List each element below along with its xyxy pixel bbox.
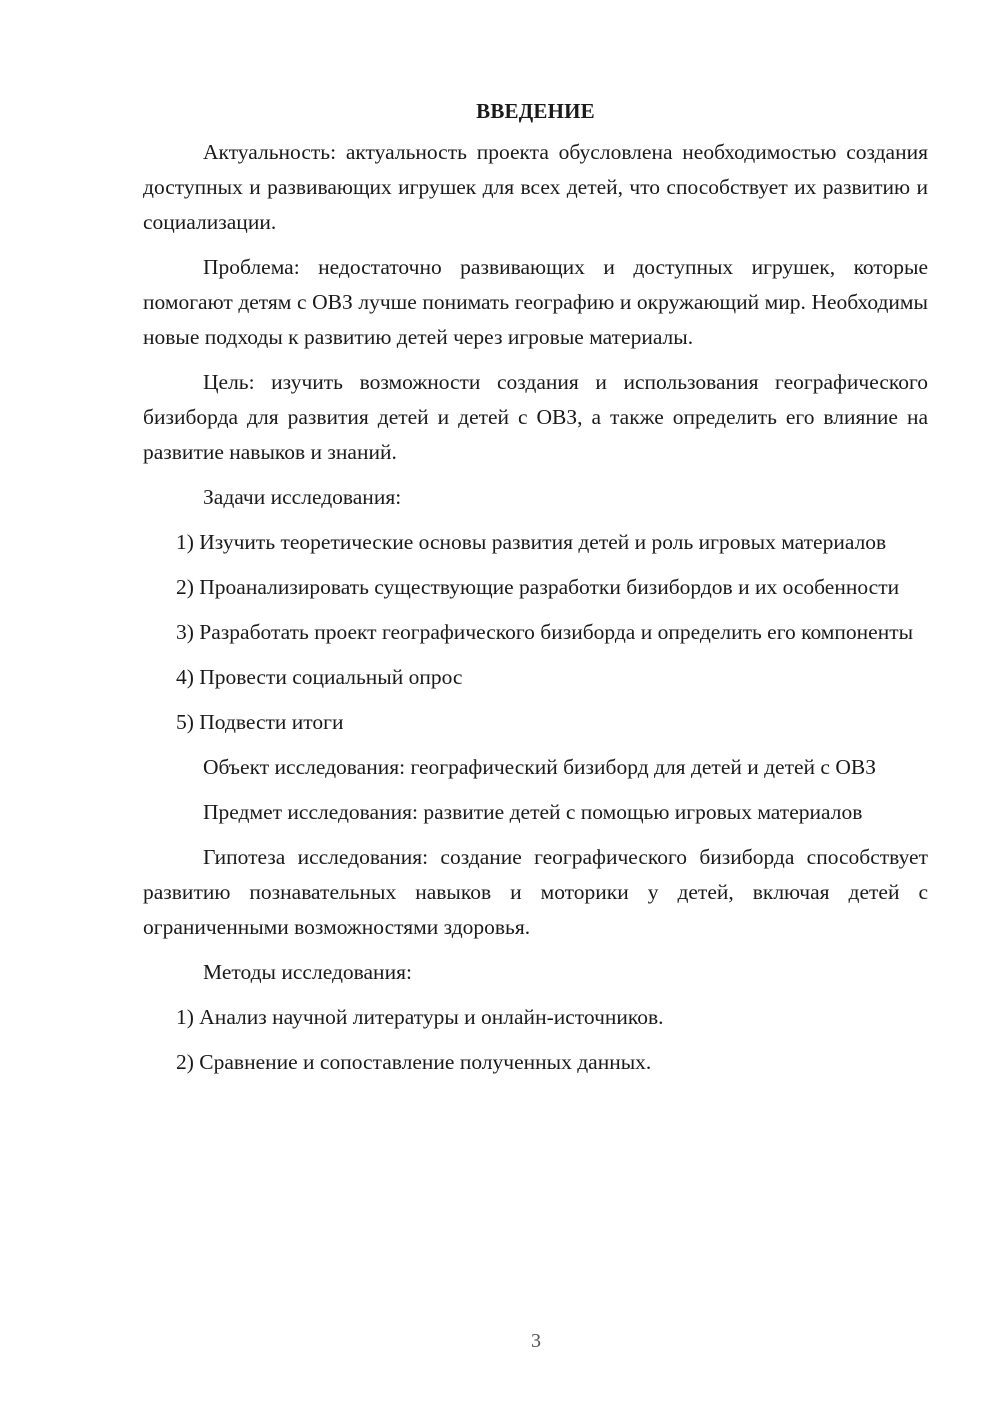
list-item: 1) Анализ научной литературы и онлайн-источников.	[176, 1005, 664, 1029]
section-heading: ВВЕДЕНИЕ	[476, 99, 595, 123]
problem-paragraph: Проблема: недостаточно развивающих и доступных игрушек, которые помогают детям с ОВЗ лучше понимать географию и окружающий мир. Необходимы новые подходы к развитию детей через игровые материалы.	[143, 255, 928, 349]
object-paragraph: Объект исследования: географический бизиборд для детей и детей с ОВЗ	[203, 755, 876, 779]
tasks-title: Задачи исследования:	[203, 485, 402, 509]
methods-title: Методы исследования:	[203, 960, 412, 984]
list-item: 3) Разработать проект географического бизиборда и определить его компоненты	[176, 620, 914, 644]
list-item: 1) Изучить теоретические основы развития детей и роль игровых материалов	[176, 530, 887, 554]
hypothesis-paragraph: Гипотеза исследования: создание географического бизиборда способствует развитию познавательных навыков и моторики у детей, включая детей с ограниченными возможностями здоровья.	[143, 845, 928, 939]
list-item: 4) Провести социальный опрос	[176, 665, 463, 689]
list-item: 5) Подвести итоги	[176, 710, 344, 734]
goal-paragraph: Цель: изучить возможности создания и использования географического бизиборда для развития детей и детей с ОВЗ, а также определить его влияние на развитие навыков и знаний.	[143, 370, 928, 464]
list-item: 2) Проанализировать существующие разработки бизибордов и их особенности	[176, 575, 900, 599]
list-item: 2) Сравнение и сопоставление полученных данных.	[176, 1050, 652, 1074]
subject-paragraph: Предмет исследования: развитие детей с помощью игровых материалов	[203, 800, 863, 824]
relevance-paragraph: Актуальность: актуальность проекта обусловлена необходимостью создания доступных и развивающих игрушек для всех детей, что способствует их развитию и социализации.	[143, 140, 928, 234]
page-number: 3	[531, 1330, 541, 1352]
